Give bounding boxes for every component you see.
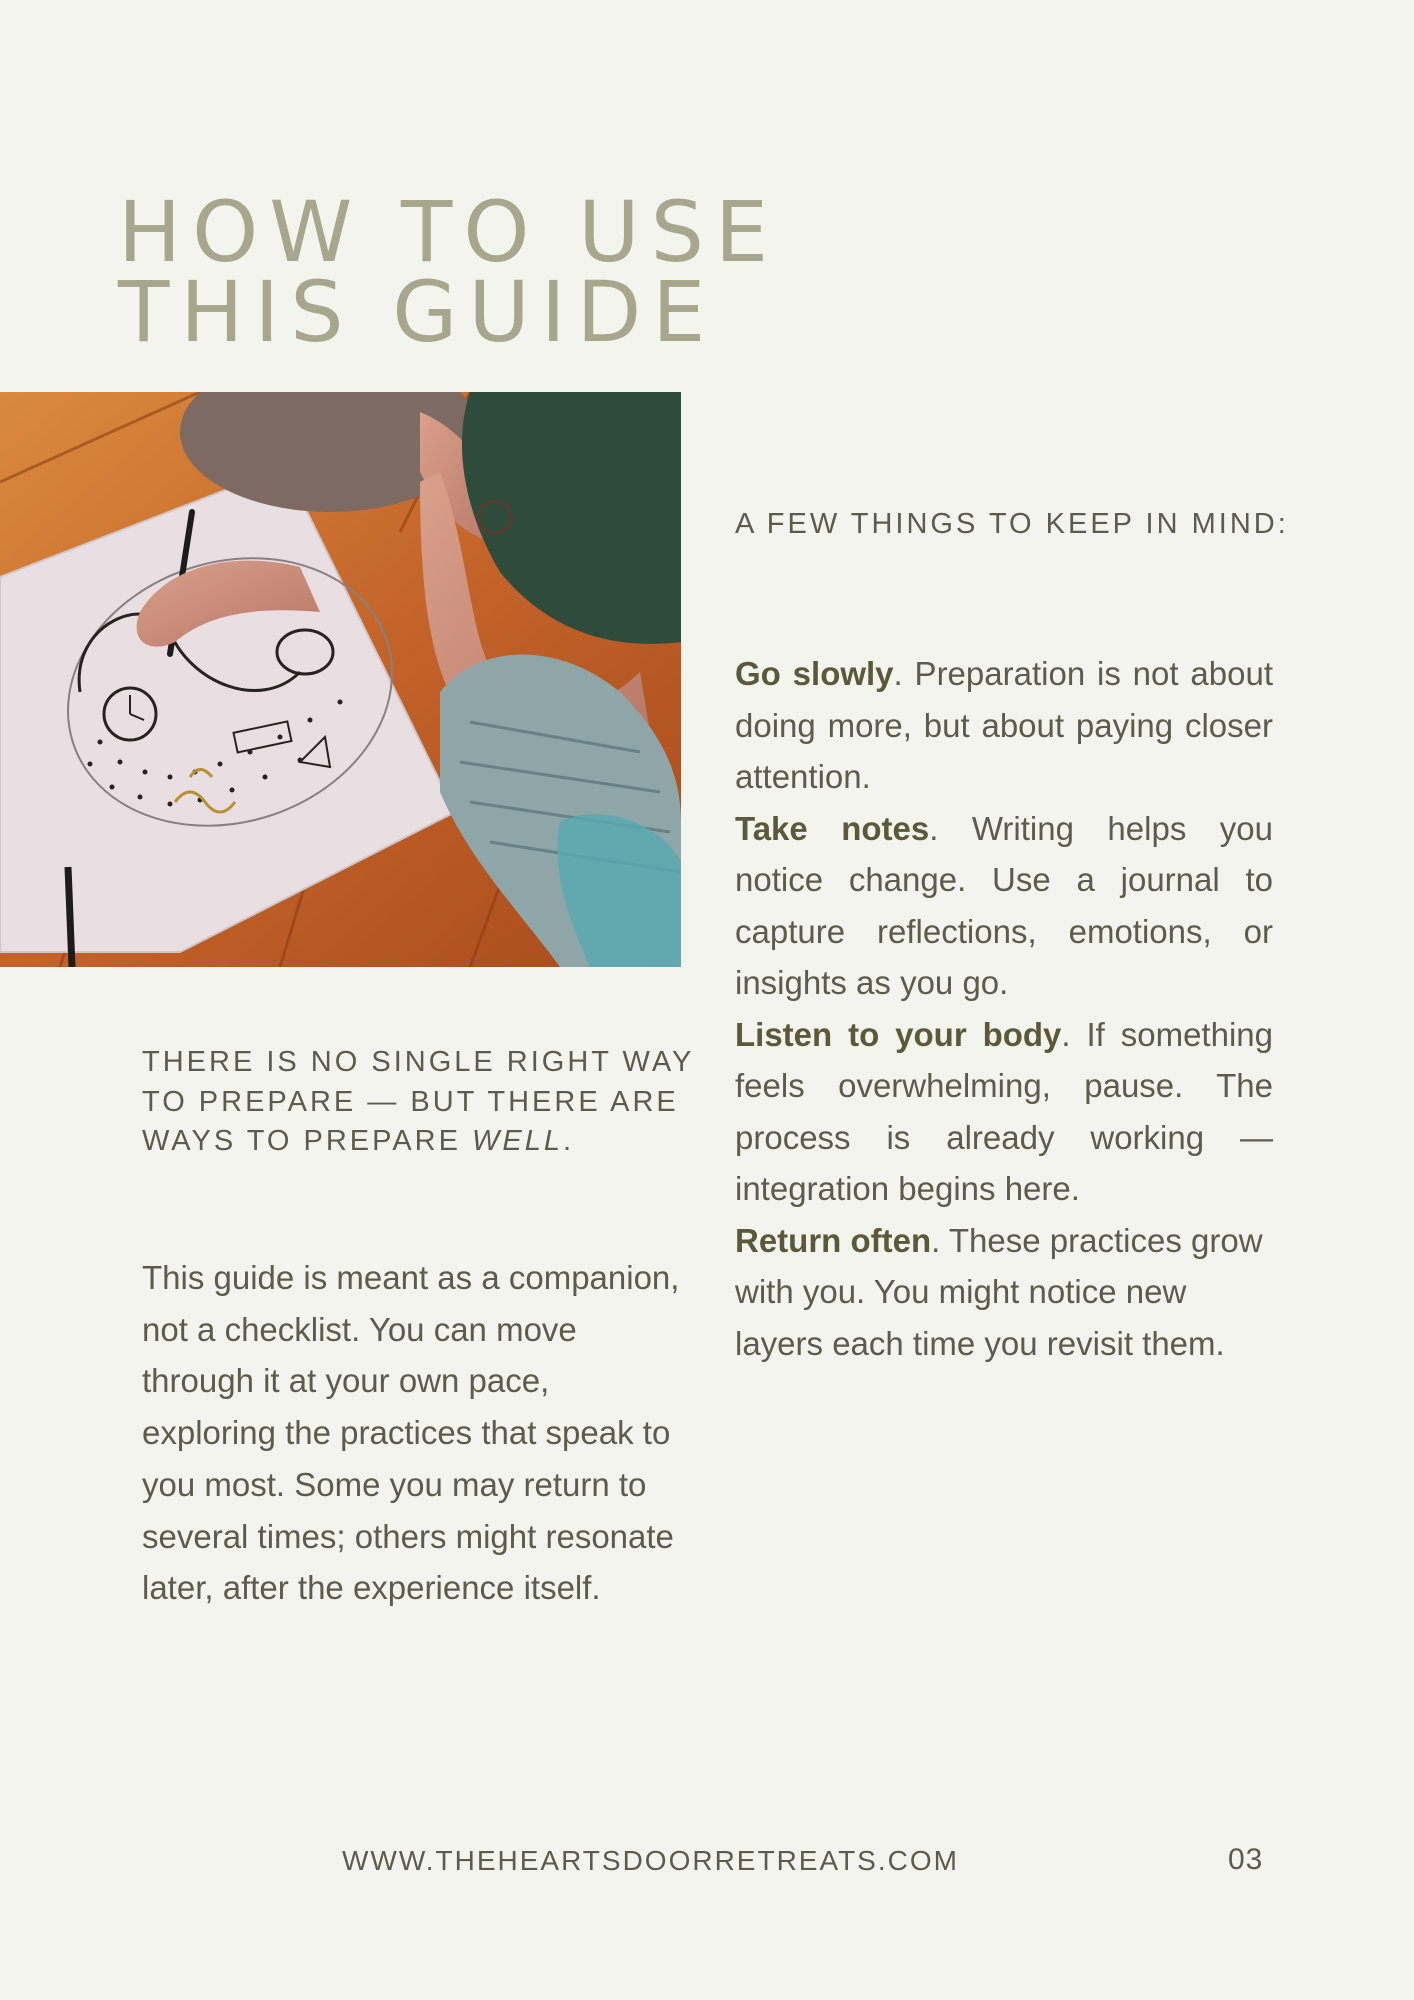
website-link[interactable]: WWW.THEHEARTSDOORRETREATS.COM [342,1845,959,1876]
tip-title: Go slowly [735,655,894,692]
tip-title: Return often [735,1221,932,1259]
tip-item [735,1009,1273,1215]
prepare-heading-end: . [563,1125,575,1157]
tip-title: Take notes [735,809,930,847]
tips-list [735,648,1273,1369]
tip-text: . Preparation is not about doing more, but about paying closer attention. [735,655,1273,795]
tip-item [735,648,1273,803]
page-title-line-1: HOW TO USE [118,183,780,281]
tip-text: . If something feels overwhelming, pause. The process is already working — integration begins here. [735,1015,1273,1207]
page-title [118,183,780,361]
guide-intro-paragraph: This guide is meant as a companion, not a checklist. You can move through it at your own pace, exploring the practices that speak to you most. Some you may return to several times; others might resonate later, after the experience itself. [142,1259,680,1607]
drawing-photo [0,392,681,967]
person-drawing-illustration [0,392,681,967]
prepare-heading-text: THERE IS NO SINGLE RIGHT WAY TO PREPARE — BUT THERE ARE WAYS TO PREPARE [142,1046,694,1157]
prepare-well-heading [142,1043,702,1162]
tip-item [735,803,1273,1009]
page-number: 03 [1228,1843,1264,1876]
prepare-heading-emphasis: WELL [472,1125,563,1157]
tip-item [735,1215,1273,1370]
keep-in-mind-heading: A FEW THINGS TO KEEP IN MIND: [735,508,1289,540]
page-title-line-2: THIS GUIDE [118,263,717,361]
tip-title: Listen to your body [735,1015,1062,1053]
tip-text: . Writing helps you notice change. Use a journal to capture reflections, emotions, or insights as you go. [735,809,1273,1001]
tip-text: . These practices grow with you. You might notice new layers each time you revisit them. [735,1221,1263,1362]
